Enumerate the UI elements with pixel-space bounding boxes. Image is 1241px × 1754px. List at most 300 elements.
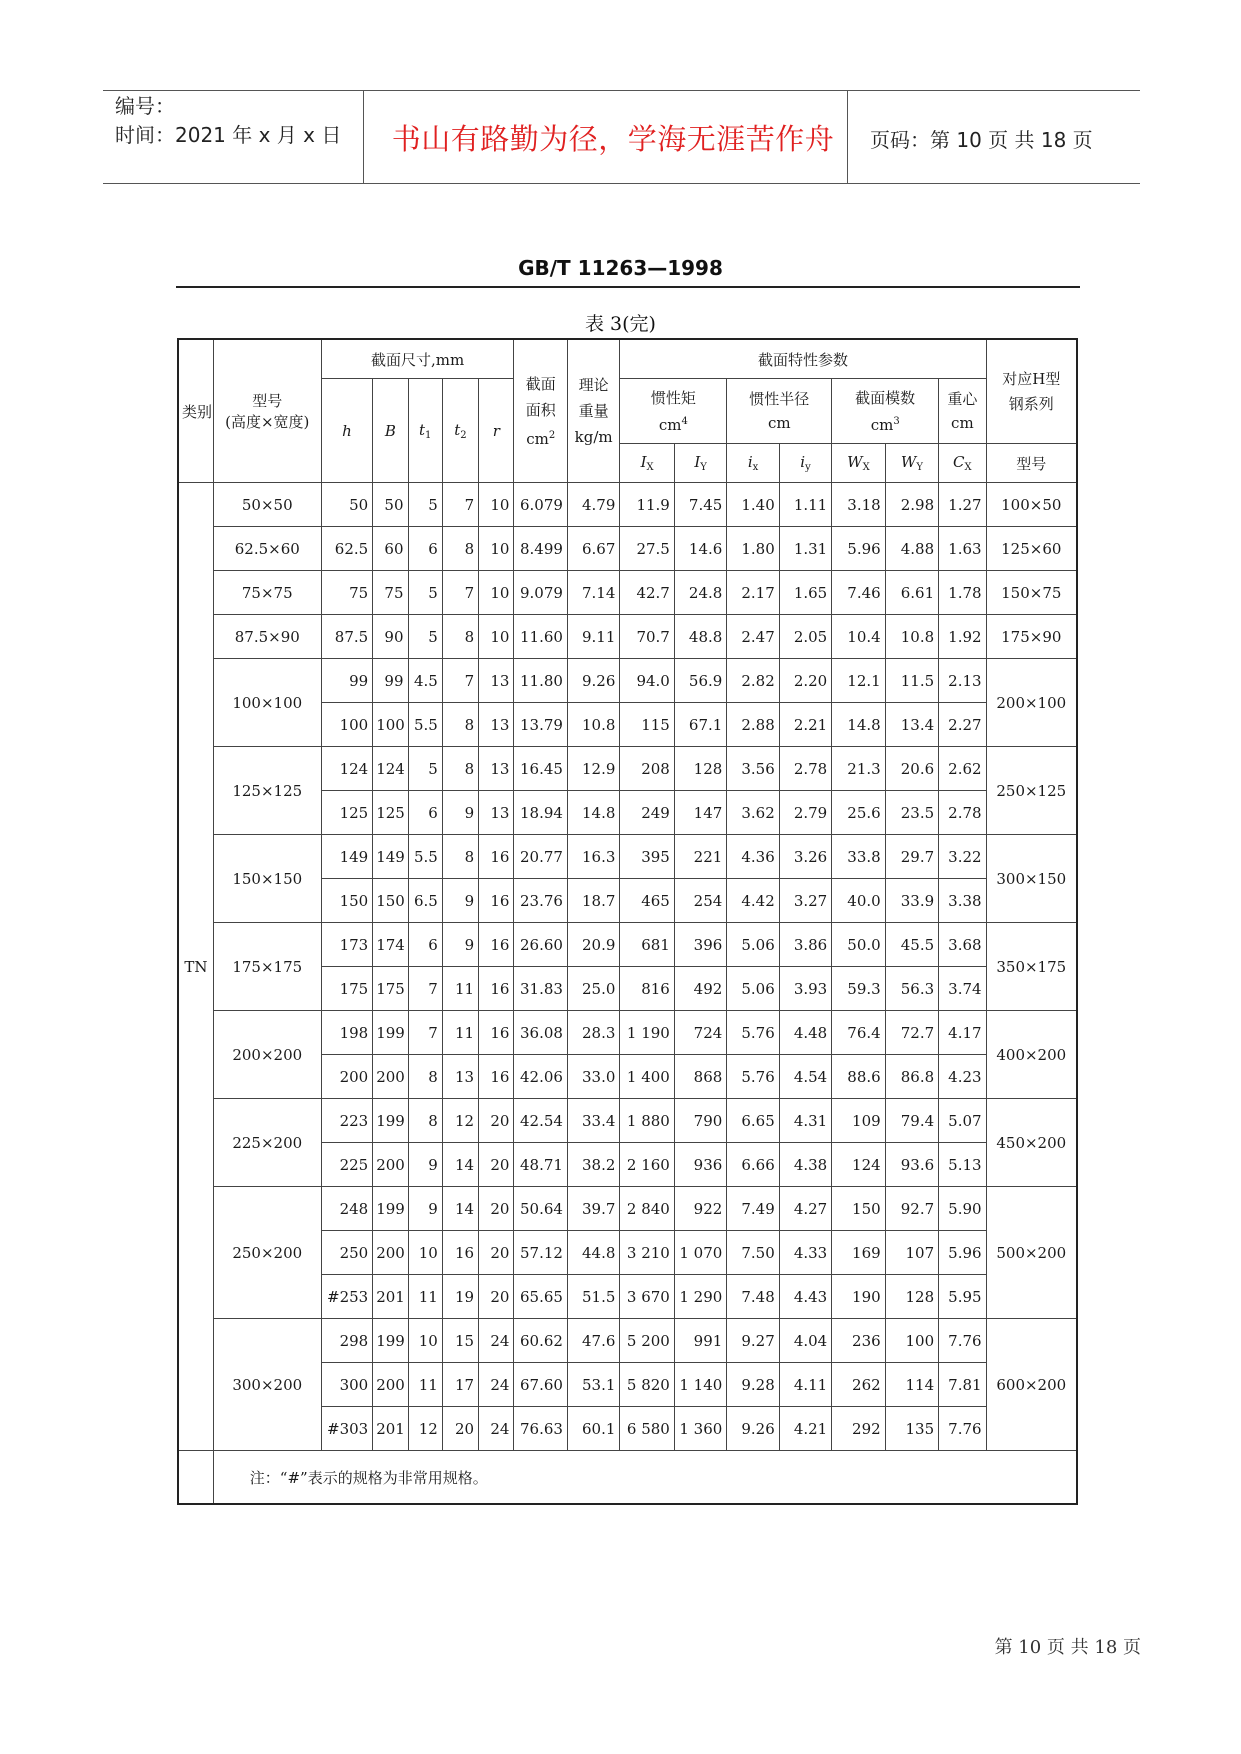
- table-row: [178, 571, 1077, 615]
- value-cell: 198: [321, 1011, 372, 1055]
- value-cell: 7.76: [939, 1319, 986, 1363]
- value-cell: 150: [321, 879, 372, 923]
- value-cell: 199: [373, 1319, 408, 1363]
- value-cell: 11.80: [514, 659, 567, 703]
- model-cell: 62.5×60: [213, 527, 321, 571]
- value-cell: 88.6: [832, 1055, 885, 1099]
- value-cell: 20: [479, 1275, 514, 1319]
- value-cell: 4.88: [885, 527, 938, 571]
- model-cell: 125×125: [213, 747, 321, 835]
- value-cell: 42.54: [514, 1099, 567, 1143]
- table-row: [178, 1099, 1077, 1143]
- hdr-inertia-unit: $cm^4$: [658, 415, 688, 434]
- value-cell: 9: [442, 791, 478, 835]
- table-title: 表 3(完): [585, 313, 656, 335]
- hdr-area-unit: $cm^2$: [526, 429, 556, 448]
- value-cell: 7.50: [727, 1231, 779, 1275]
- value-cell: 8: [442, 615, 478, 659]
- value-cell: 20.6: [885, 747, 938, 791]
- h-series-cell: 175×90: [986, 615, 1077, 659]
- value-cell: 149: [373, 835, 408, 879]
- value-cell: 492: [674, 967, 726, 1011]
- value-cell: 9: [408, 1187, 442, 1231]
- value-cell: 991: [674, 1319, 726, 1363]
- value-cell: 48.71: [514, 1143, 567, 1187]
- hdr-inertia-label: 惯性矩: [650, 388, 696, 407]
- value-cell: 115: [620, 703, 674, 747]
- value-cell: 150: [373, 879, 408, 923]
- value-cell: 4.31: [779, 1099, 831, 1143]
- h-series-cell: 150×75: [986, 571, 1077, 615]
- value-cell: 9.11: [567, 615, 619, 659]
- value-cell: 20: [479, 1143, 514, 1187]
- value-cell: 79.4: [885, 1099, 938, 1143]
- hdr-h-series-model: 型号: [986, 444, 1077, 483]
- value-cell: 4.43: [779, 1275, 831, 1319]
- value-cell: 11: [408, 1363, 442, 1407]
- value-cell: 93.6: [885, 1143, 938, 1187]
- spec-table: [177, 338, 1078, 1505]
- value-cell: 16: [479, 967, 514, 1011]
- value-cell: 223: [321, 1099, 372, 1143]
- value-cell: 20: [442, 1407, 478, 1451]
- hdr-radius: [727, 379, 832, 444]
- value-cell: 3 670: [620, 1275, 674, 1319]
- value-cell: 6: [408, 923, 442, 967]
- value-cell: 124: [832, 1143, 885, 1187]
- value-cell: 10: [408, 1319, 442, 1363]
- value-cell: 16.45: [514, 747, 567, 791]
- value-cell: 100: [885, 1319, 938, 1363]
- value-cell: 60: [373, 527, 408, 571]
- value-cell: 92.7: [885, 1187, 938, 1231]
- value-cell: 36.08: [514, 1011, 567, 1055]
- value-cell: 2.13: [939, 659, 986, 703]
- value-cell: 18.94: [514, 791, 567, 835]
- value-cell: 4.48: [779, 1011, 831, 1055]
- hdr-weight-label: 理论重量: [578, 376, 609, 420]
- value-cell: 4.42: [727, 879, 779, 923]
- value-cell: 128: [674, 747, 726, 791]
- hdr-ix: $i_x$: [727, 444, 779, 483]
- value-cell: 1 400: [620, 1055, 674, 1099]
- value-cell: 1.80: [727, 527, 779, 571]
- value-cell: 2.82: [727, 659, 779, 703]
- model-cell: 300×200: [213, 1319, 321, 1451]
- spec-table-body: [178, 483, 1077, 1451]
- value-cell: 13: [479, 747, 514, 791]
- value-cell: 60.1: [567, 1407, 619, 1451]
- hdr-centroid: [939, 379, 986, 444]
- value-cell: 5: [408, 747, 442, 791]
- value-cell: 298: [321, 1319, 372, 1363]
- value-cell: 11: [442, 1011, 478, 1055]
- table-note: 注：“#”表示的规格为非常用规格。: [213, 1451, 1077, 1505]
- value-cell: 221: [674, 835, 726, 879]
- value-cell: 8: [442, 835, 478, 879]
- standard-code: GB/T 11263—1998: [518, 256, 723, 280]
- value-cell: 7: [442, 483, 478, 527]
- value-cell: 12.9: [567, 747, 619, 791]
- header-bottom-rule: [103, 183, 1140, 184]
- value-cell: 51.5: [567, 1275, 619, 1319]
- hdr-Ix: $I_X$: [620, 444, 674, 483]
- value-cell: 50: [321, 483, 372, 527]
- value-cell: 76.4: [832, 1011, 885, 1055]
- hdr-weight: [567, 339, 619, 483]
- value-cell: 60.62: [514, 1319, 567, 1363]
- value-cell: 149: [321, 835, 372, 879]
- value-cell: 9: [442, 923, 478, 967]
- value-cell: 6.65: [727, 1099, 779, 1143]
- value-cell: 10.8: [885, 615, 938, 659]
- h-series-cell: 300×150: [986, 835, 1077, 923]
- h-series-cell: 125×60: [986, 527, 1077, 571]
- value-cell: 5.06: [727, 967, 779, 1011]
- value-cell: 27.5: [620, 527, 674, 571]
- value-cell: 2.78: [779, 747, 831, 791]
- value-cell: 1 360: [674, 1407, 726, 1451]
- model-cell: 175×175: [213, 923, 321, 1011]
- value-cell: 7.48: [727, 1275, 779, 1319]
- value-cell: 7.14: [567, 571, 619, 615]
- value-cell: 1 190: [620, 1011, 674, 1055]
- value-cell: 3.56: [727, 747, 779, 791]
- value-cell: 1.92: [939, 615, 986, 659]
- value-cell: 99: [321, 659, 372, 703]
- model-cell: 200×200: [213, 1011, 321, 1099]
- value-cell: 1 290: [674, 1275, 726, 1319]
- value-cell: 6.079: [514, 483, 567, 527]
- value-cell: 4.79: [567, 483, 619, 527]
- value-cell: #253: [321, 1275, 372, 1319]
- value-cell: 75: [321, 571, 372, 615]
- value-cell: 24: [479, 1407, 514, 1451]
- value-cell: 225: [321, 1143, 372, 1187]
- hdr-h: h: [321, 379, 372, 483]
- h-series-cell: 600×200: [986, 1319, 1077, 1451]
- value-cell: 15: [442, 1319, 478, 1363]
- model-cell: 100×100: [213, 659, 321, 747]
- value-cell: 8: [408, 1099, 442, 1143]
- value-cell: 10: [479, 615, 514, 659]
- value-cell: 67.1: [674, 703, 726, 747]
- table-row: [178, 1187, 1077, 1231]
- value-cell: 2.05: [779, 615, 831, 659]
- value-cell: 8.499: [514, 527, 567, 571]
- hdr-model-label: 型号: [252, 392, 283, 410]
- value-cell: 11: [442, 967, 478, 1011]
- value-cell: 936: [674, 1143, 726, 1187]
- hdr-model: [213, 339, 321, 483]
- value-cell: 2.62: [939, 747, 986, 791]
- value-cell: 147: [674, 791, 726, 835]
- table-row: [178, 747, 1077, 791]
- value-cell: 128: [885, 1275, 938, 1319]
- value-cell: 9.28: [727, 1363, 779, 1407]
- value-cell: 25.6: [832, 791, 885, 835]
- value-cell: 99: [373, 659, 408, 703]
- value-cell: 29.7: [885, 835, 938, 879]
- value-cell: 200: [373, 1231, 408, 1275]
- header-motto: 书山有路勤为径，学海无涯苦作舟: [391, 122, 835, 156]
- hdr-Iy: $I_Y$: [674, 444, 726, 483]
- value-cell: 3.27: [779, 879, 831, 923]
- value-cell: 4.38: [779, 1143, 831, 1187]
- hdr-radius-label: 惯性半径: [749, 390, 810, 408]
- value-cell: 23.76: [514, 879, 567, 923]
- value-cell: 59.3: [832, 967, 885, 1011]
- value-cell: 3.68: [939, 923, 986, 967]
- value-cell: 26.60: [514, 923, 567, 967]
- value-cell: 1 140: [674, 1363, 726, 1407]
- hdr-B: B: [373, 379, 408, 483]
- value-cell: 3.26: [779, 835, 831, 879]
- value-cell: 5 200: [620, 1319, 674, 1363]
- value-cell: 125: [321, 791, 372, 835]
- value-cell: 16.3: [567, 835, 619, 879]
- value-cell: 50.0: [832, 923, 885, 967]
- hdr-Cx: $C_X$: [939, 444, 986, 483]
- value-cell: 3.22: [939, 835, 986, 879]
- value-cell: 14: [442, 1187, 478, 1231]
- value-cell: 9: [442, 879, 478, 923]
- hdr-area-label: 截面面积: [525, 374, 556, 419]
- value-cell: 100: [321, 703, 372, 747]
- value-cell: 2 160: [620, 1143, 674, 1187]
- hdr-modulus-label: 截面模数: [855, 388, 916, 407]
- value-cell: 9.26: [727, 1407, 779, 1451]
- model-cell: 225×200: [213, 1099, 321, 1187]
- value-cell: 6 580: [620, 1407, 674, 1451]
- value-cell: 23.5: [885, 791, 938, 835]
- value-cell: 124: [321, 747, 372, 791]
- value-cell: 33.9: [885, 879, 938, 923]
- value-cell: 40.0: [832, 879, 885, 923]
- value-cell: 199: [373, 1011, 408, 1055]
- value-cell: 1.63: [939, 527, 986, 571]
- value-cell: 2.47: [727, 615, 779, 659]
- value-cell: 125: [373, 791, 408, 835]
- value-cell: 10: [479, 571, 514, 615]
- value-cell: 200: [373, 1363, 408, 1407]
- value-cell: 396: [674, 923, 726, 967]
- value-cell: 724: [674, 1011, 726, 1055]
- value-cell: 300: [321, 1363, 372, 1407]
- h-series-cell: 450×200: [986, 1099, 1077, 1187]
- h-series-cell: 250×125: [986, 747, 1077, 835]
- table-row: [178, 659, 1077, 703]
- value-cell: 13.4: [885, 703, 938, 747]
- h-series-cell: 500×200: [986, 1187, 1077, 1319]
- value-cell: 20.77: [514, 835, 567, 879]
- value-cell: 5: [408, 483, 442, 527]
- value-cell: 56.3: [885, 967, 938, 1011]
- hdr-t1: $t_1$: [408, 379, 442, 483]
- value-cell: 50.64: [514, 1187, 567, 1231]
- value-cell: 395: [620, 835, 674, 879]
- value-cell: 4.27: [779, 1187, 831, 1231]
- value-cell: 4.21: [779, 1407, 831, 1451]
- value-cell: 7: [442, 571, 478, 615]
- table-row: [178, 835, 1077, 879]
- category-cell: TN: [178, 483, 213, 1451]
- value-cell: 14.8: [832, 703, 885, 747]
- value-cell: 175: [373, 967, 408, 1011]
- value-cell: 5: [408, 615, 442, 659]
- hdr-Wy: $W_Y$: [885, 444, 938, 483]
- value-cell: 174: [373, 923, 408, 967]
- value-cell: #303: [321, 1407, 372, 1451]
- value-cell: 48.8: [674, 615, 726, 659]
- value-cell: 5.06: [727, 923, 779, 967]
- value-cell: 6.66: [727, 1143, 779, 1187]
- value-cell: 28.3: [567, 1011, 619, 1055]
- value-cell: 16: [479, 879, 514, 923]
- footer-page-label: 第 10 页 共 18 页: [994, 1637, 1141, 1658]
- hdr-h-series: [986, 339, 1077, 444]
- value-cell: 5.5: [408, 703, 442, 747]
- value-cell: 201: [373, 1407, 408, 1451]
- value-cell: 868: [674, 1055, 726, 1099]
- value-cell: 9.26: [567, 659, 619, 703]
- value-cell: 248: [321, 1187, 372, 1231]
- value-cell: 3.38: [939, 879, 986, 923]
- value-cell: 47.6: [567, 1319, 619, 1363]
- value-cell: 21.3: [832, 747, 885, 791]
- value-cell: 20: [479, 1231, 514, 1275]
- hdr-centroid-label: 重心: [947, 390, 978, 408]
- value-cell: 1.65: [779, 571, 831, 615]
- value-cell: 16: [479, 923, 514, 967]
- value-cell: 31.83: [514, 967, 567, 1011]
- value-cell: 4.33: [779, 1231, 831, 1275]
- value-cell: 33.0: [567, 1055, 619, 1099]
- value-cell: 86.8: [885, 1055, 938, 1099]
- value-cell: 5.76: [727, 1055, 779, 1099]
- value-cell: 13.79: [514, 703, 567, 747]
- value-cell: 5.5: [408, 835, 442, 879]
- hdr-iy: $i_y$: [779, 444, 831, 483]
- doc-time-label: 时间：2021 年 x 月 x 日: [115, 123, 342, 147]
- value-cell: 1.31: [779, 527, 831, 571]
- value-cell: 5.07: [939, 1099, 986, 1143]
- hdr-section-dims: 截面尺寸,mm: [321, 339, 514, 379]
- table-row: [178, 615, 1077, 659]
- value-cell: 4.11: [779, 1363, 831, 1407]
- hdr-modulus-unit: $cm^3$: [870, 415, 900, 434]
- header-meta: [115, 92, 341, 150]
- value-cell: 114: [885, 1363, 938, 1407]
- value-cell: 790: [674, 1099, 726, 1143]
- hdr-model-sub: (高度×宽度): [225, 413, 310, 431]
- hdr-modulus: [832, 379, 939, 444]
- h-series-cell: 400×200: [986, 1011, 1077, 1099]
- value-cell: 254: [674, 879, 726, 923]
- value-cell: 44.8: [567, 1231, 619, 1275]
- value-cell: 33.8: [832, 835, 885, 879]
- value-cell: 175: [321, 967, 372, 1011]
- value-cell: 8: [442, 703, 478, 747]
- value-cell: 90: [373, 615, 408, 659]
- value-cell: 2.98: [885, 483, 938, 527]
- value-cell: 53.1: [567, 1363, 619, 1407]
- value-cell: 100: [373, 703, 408, 747]
- value-cell: 4.04: [779, 1319, 831, 1363]
- hdr-centroid-unit: cm: [951, 414, 974, 432]
- value-cell: 6: [408, 791, 442, 835]
- value-cell: 2.20: [779, 659, 831, 703]
- value-cell: 816: [620, 967, 674, 1011]
- value-cell: 199: [373, 1099, 408, 1143]
- note-spacer: [178, 1451, 213, 1505]
- model-cell: 150×150: [213, 835, 321, 923]
- value-cell: 107: [885, 1231, 938, 1275]
- value-cell: 8: [408, 1055, 442, 1099]
- value-cell: 56.9: [674, 659, 726, 703]
- value-cell: 11.60: [514, 615, 567, 659]
- header-page-info: 页码：第 10 页 共 18 页: [870, 128, 1093, 152]
- value-cell: 6.61: [885, 571, 938, 615]
- value-cell: 24: [479, 1319, 514, 1363]
- value-cell: 1.40: [727, 483, 779, 527]
- value-cell: 39.7: [567, 1187, 619, 1231]
- value-cell: 12: [442, 1099, 478, 1143]
- value-cell: 922: [674, 1187, 726, 1231]
- value-cell: 2.17: [727, 571, 779, 615]
- value-cell: 57.12: [514, 1231, 567, 1275]
- value-cell: 201: [373, 1275, 408, 1319]
- value-cell: 13: [479, 703, 514, 747]
- value-cell: 38.2: [567, 1143, 619, 1187]
- value-cell: 20.9: [567, 923, 619, 967]
- value-cell: 17: [442, 1363, 478, 1407]
- value-cell: 200: [321, 1055, 372, 1099]
- value-cell: 3 210: [620, 1231, 674, 1275]
- value-cell: 5 820: [620, 1363, 674, 1407]
- value-cell: 249: [620, 791, 674, 835]
- value-cell: 3.18: [832, 483, 885, 527]
- value-cell: 11: [408, 1275, 442, 1319]
- value-cell: 25.0: [567, 967, 619, 1011]
- value-cell: 4.36: [727, 835, 779, 879]
- value-cell: 33.4: [567, 1099, 619, 1143]
- value-cell: 10: [479, 527, 514, 571]
- value-cell: 200: [373, 1055, 408, 1099]
- value-cell: 87.5: [321, 615, 372, 659]
- value-cell: 9: [408, 1143, 442, 1187]
- value-cell: 11.9: [620, 483, 674, 527]
- value-cell: 20: [479, 1187, 514, 1231]
- value-cell: 7: [442, 659, 478, 703]
- value-cell: 72.7: [885, 1011, 938, 1055]
- value-cell: 12.1: [832, 659, 885, 703]
- value-cell: 14: [442, 1143, 478, 1187]
- doc-number-label: 编号：: [115, 94, 175, 118]
- header-divider-left: [363, 90, 364, 183]
- value-cell: 42.7: [620, 571, 674, 615]
- value-cell: 4.17: [939, 1011, 986, 1055]
- value-cell: 62.5: [321, 527, 372, 571]
- value-cell: 13: [479, 659, 514, 703]
- value-cell: 3.74: [939, 967, 986, 1011]
- value-cell: 2.27: [939, 703, 986, 747]
- value-cell: 7.49: [727, 1187, 779, 1231]
- value-cell: 65.65: [514, 1275, 567, 1319]
- value-cell: 190: [832, 1275, 885, 1319]
- value-cell: 50: [373, 483, 408, 527]
- value-cell: 4.54: [779, 1055, 831, 1099]
